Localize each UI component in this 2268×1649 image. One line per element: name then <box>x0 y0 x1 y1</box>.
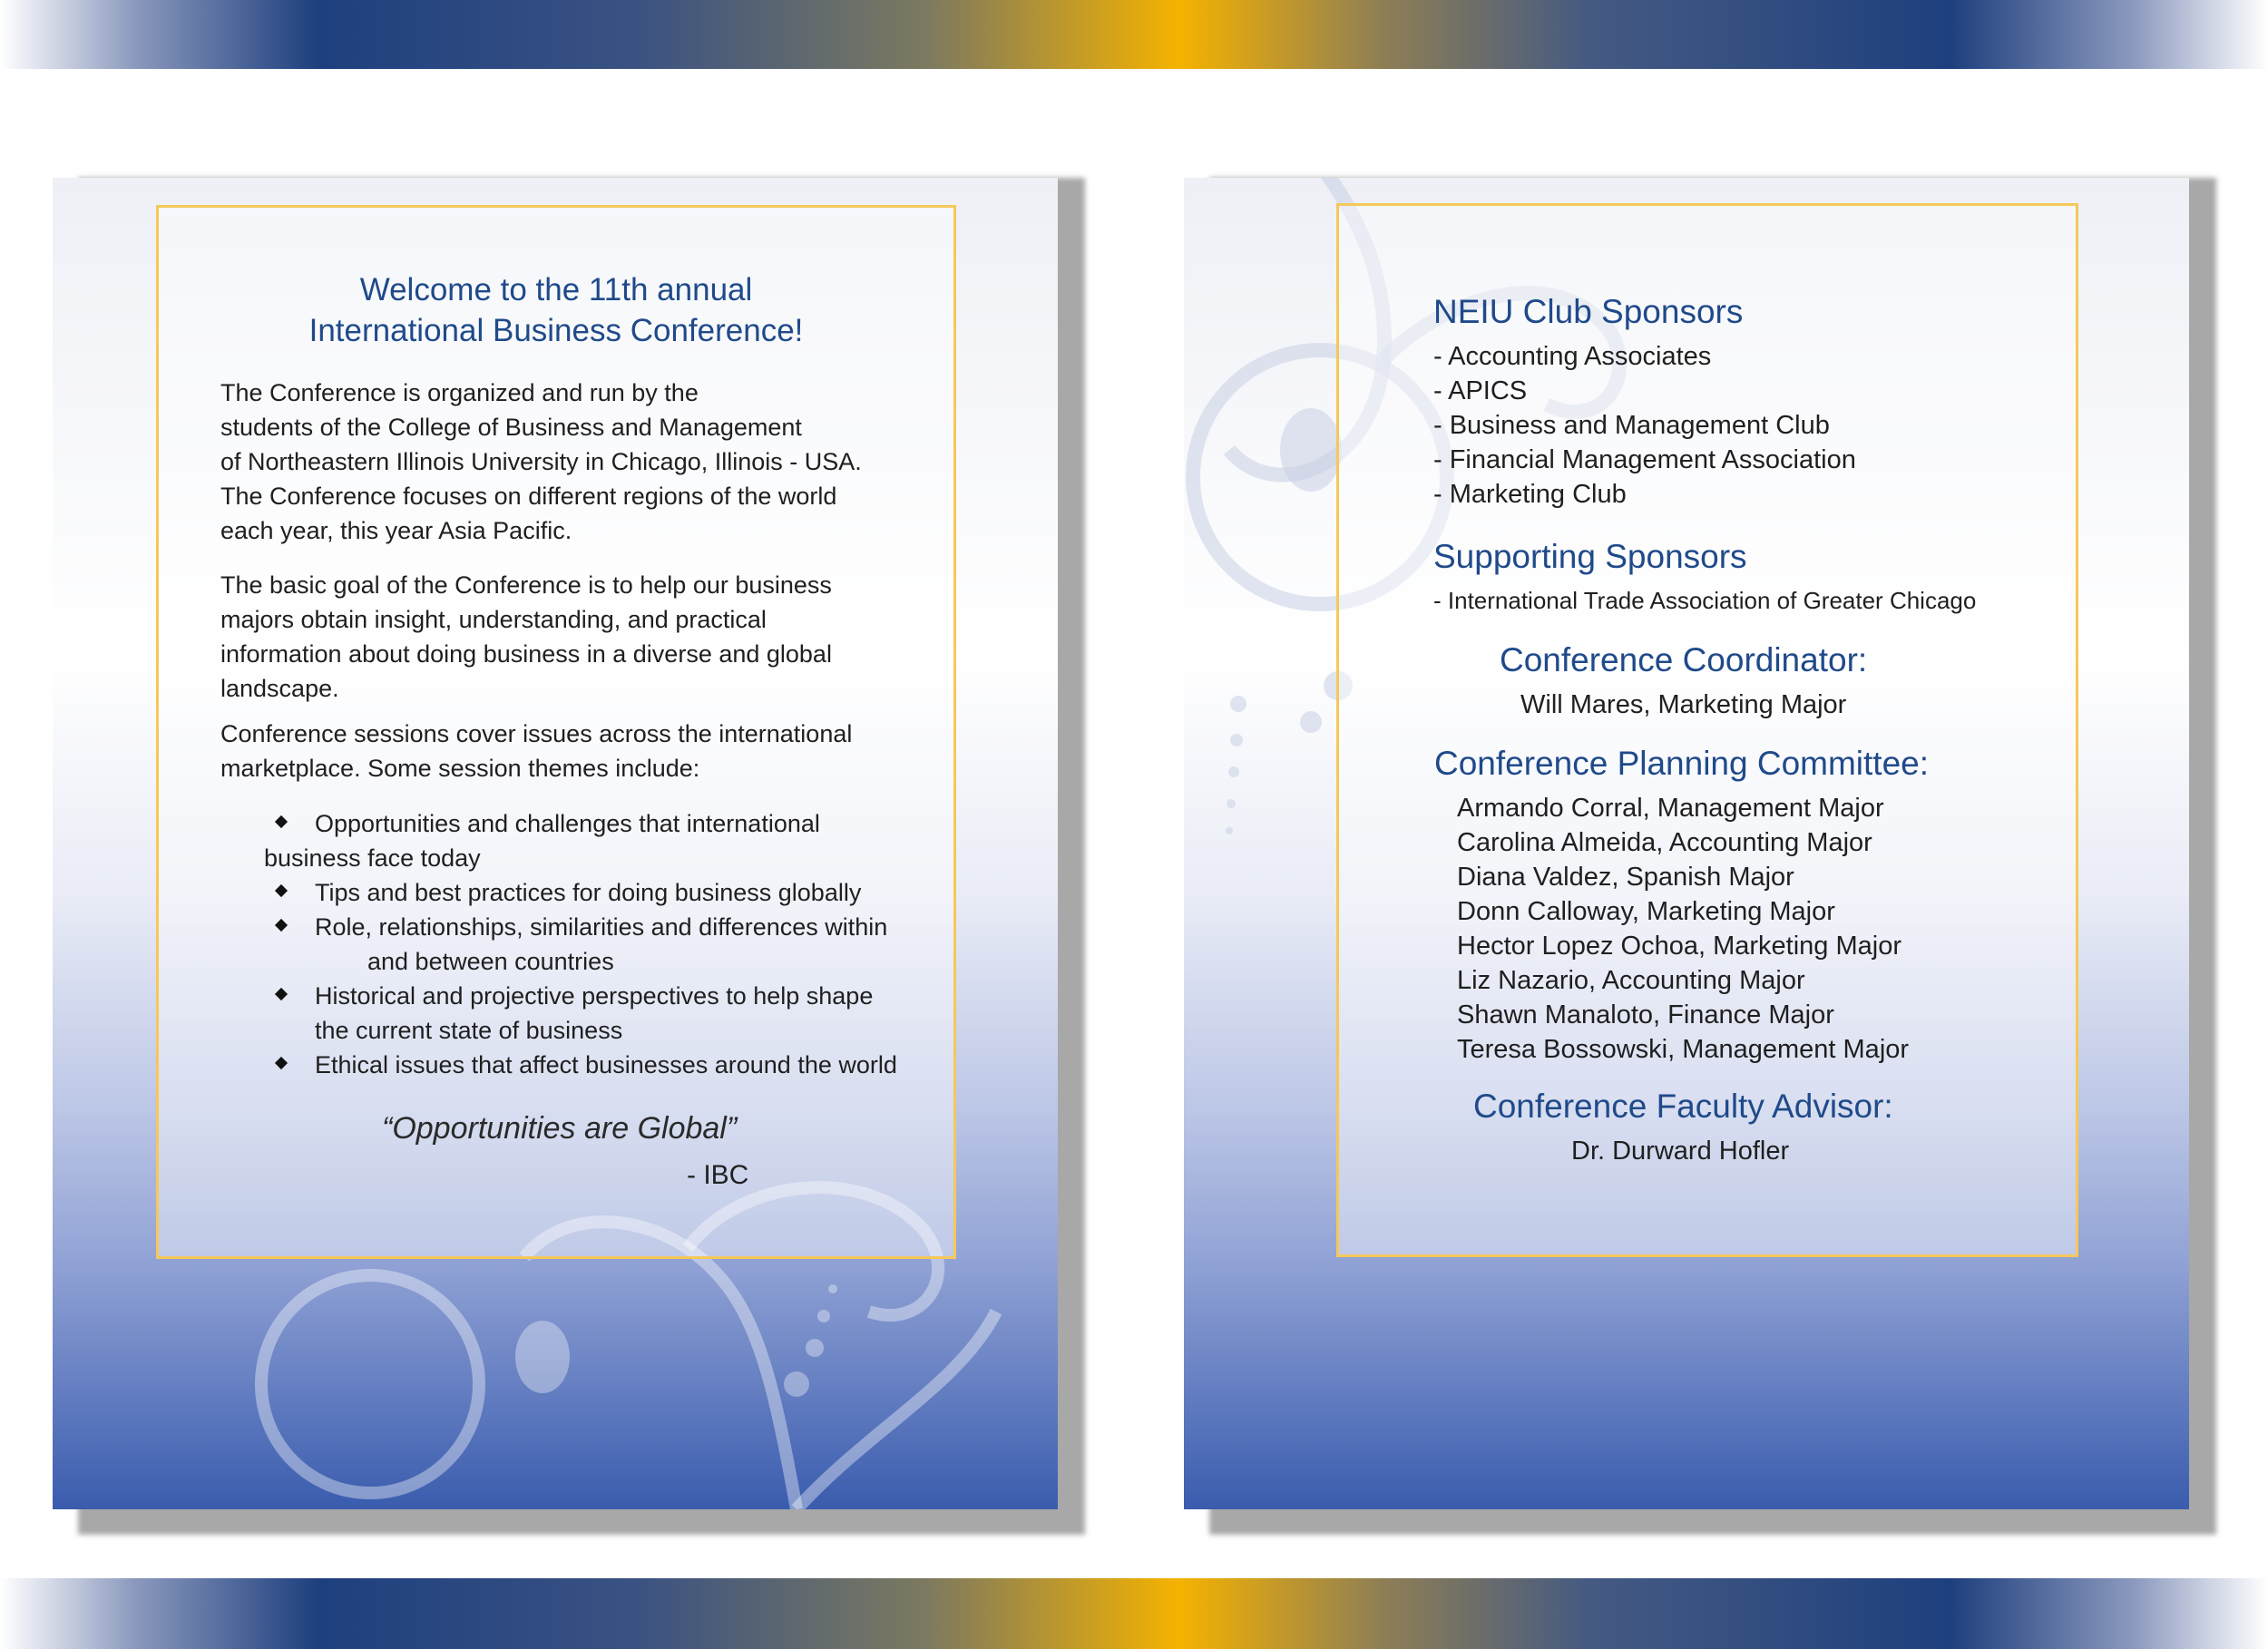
bullet-diamond-icon <box>275 988 288 1000</box>
bullet-line: Tips and best practices for doing business globally <box>315 879 862 906</box>
bottom-decorative-band <box>0 1578 2268 1649</box>
goal-line: The basic goal of the Conference is to help our business <box>220 571 832 599</box>
sessions-line: Conference sessions cover issues across the international <box>220 720 853 747</box>
club-sponsor-item: - Financial Management Association <box>1433 445 1856 474</box>
bullet-diamond-icon <box>275 884 288 897</box>
coordinator-heading: Conference Coordinator: <box>1500 641 1868 678</box>
club-sponsor-item: - Marketing Club <box>1433 480 1627 509</box>
club-sponsors-heading: NEIU Club Sponsors <box>1433 293 1744 330</box>
bullet-diamond-icon <box>275 815 288 828</box>
committee-member: Liz Nazario, Accounting Major <box>1457 966 1805 995</box>
committee-member: Carolina Almeida, Accounting Major <box>1457 828 1872 857</box>
intro-line: students of the College of Business and Management <box>220 414 802 441</box>
top-decorative-band <box>0 0 2268 69</box>
committee-member: Armando Corral, Management Major <box>1457 794 1884 823</box>
motto-attribution: - IBC <box>687 1160 749 1190</box>
motto-quote: “Opportunities are Global” <box>382 1111 738 1146</box>
bullet-line: business face today <box>264 844 481 872</box>
welcome-title-line2: International Business Conference! <box>308 313 804 348</box>
bullet-diamond-icon <box>275 1057 288 1069</box>
intro-paragraph <box>220 376 862 548</box>
advisor-name: Dr. Durward Hofler <box>1571 1137 1790 1166</box>
welcome-title-line1: Welcome to the 11th annual <box>359 272 753 307</box>
committee-member: Diana Valdez, Spanish Major <box>1457 863 1794 892</box>
bullet-diamond-icon <box>275 919 288 932</box>
club-sponsor-item: - APICS <box>1433 376 1528 405</box>
sessions-paragraph <box>220 717 852 785</box>
committee-member: Donn Calloway, Marketing Major <box>1457 897 1835 926</box>
intro-line: The Conference is organized and run by the <box>220 379 699 406</box>
goal-line: majors obtain insight, understanding, and practical <box>220 606 767 633</box>
intro-line: of Northeastern Illinois University in Chicago, Illinois - USA. <box>220 448 862 475</box>
supporting-sponsors-heading: Supporting Sponsors <box>1433 538 1747 575</box>
sessions-line: marketplace. Some session themes include: <box>220 755 700 782</box>
club-sponsor-item: - Accounting Associates <box>1433 342 1712 371</box>
supporting-sponsor-item: - International Trade Association of Greater Chicago <box>1433 587 1977 614</box>
right-content-frame <box>1336 203 2078 1257</box>
intro-line: The Conference focuses on different regions of the world <box>220 483 837 510</box>
bullet-line: Role, relationships, similarities and differences within <box>315 913 888 941</box>
club-sponsor-item: - Business and Management Club <box>1433 411 1830 440</box>
goal-line: landscape. <box>220 675 339 702</box>
committee-heading: Conference Planning Committee: <box>1434 745 1930 782</box>
bullet-line: Ethical issues that affect businesses around the world <box>315 1051 897 1078</box>
bullet-line: the current state of business <box>315 1017 623 1044</box>
coordinator-name: Will Mares, Marketing Major <box>1520 690 1847 719</box>
intro-line: each year, this year Asia Pacific. <box>220 517 572 544</box>
bullet-line: Opportunities and challenges that international <box>315 810 820 837</box>
committee-member: Shawn Manaloto, Finance Major <box>1457 1000 1834 1029</box>
left-content-frame <box>156 205 956 1259</box>
goal-paragraph <box>220 568 832 706</box>
advisor-heading: Conference Faculty Advisor: <box>1473 1088 1893 1125</box>
committee-member: Hector Lopez Ochoa, Marketing Major <box>1457 932 1901 961</box>
bullet-line: Historical and projective perspectives to help shape <box>315 982 874 1010</box>
bullet-line: and between countries <box>367 948 614 975</box>
committee-member: Teresa Bossowski, Management Major <box>1457 1035 1910 1064</box>
goal-line: information about doing business in a diverse and global <box>220 640 832 668</box>
